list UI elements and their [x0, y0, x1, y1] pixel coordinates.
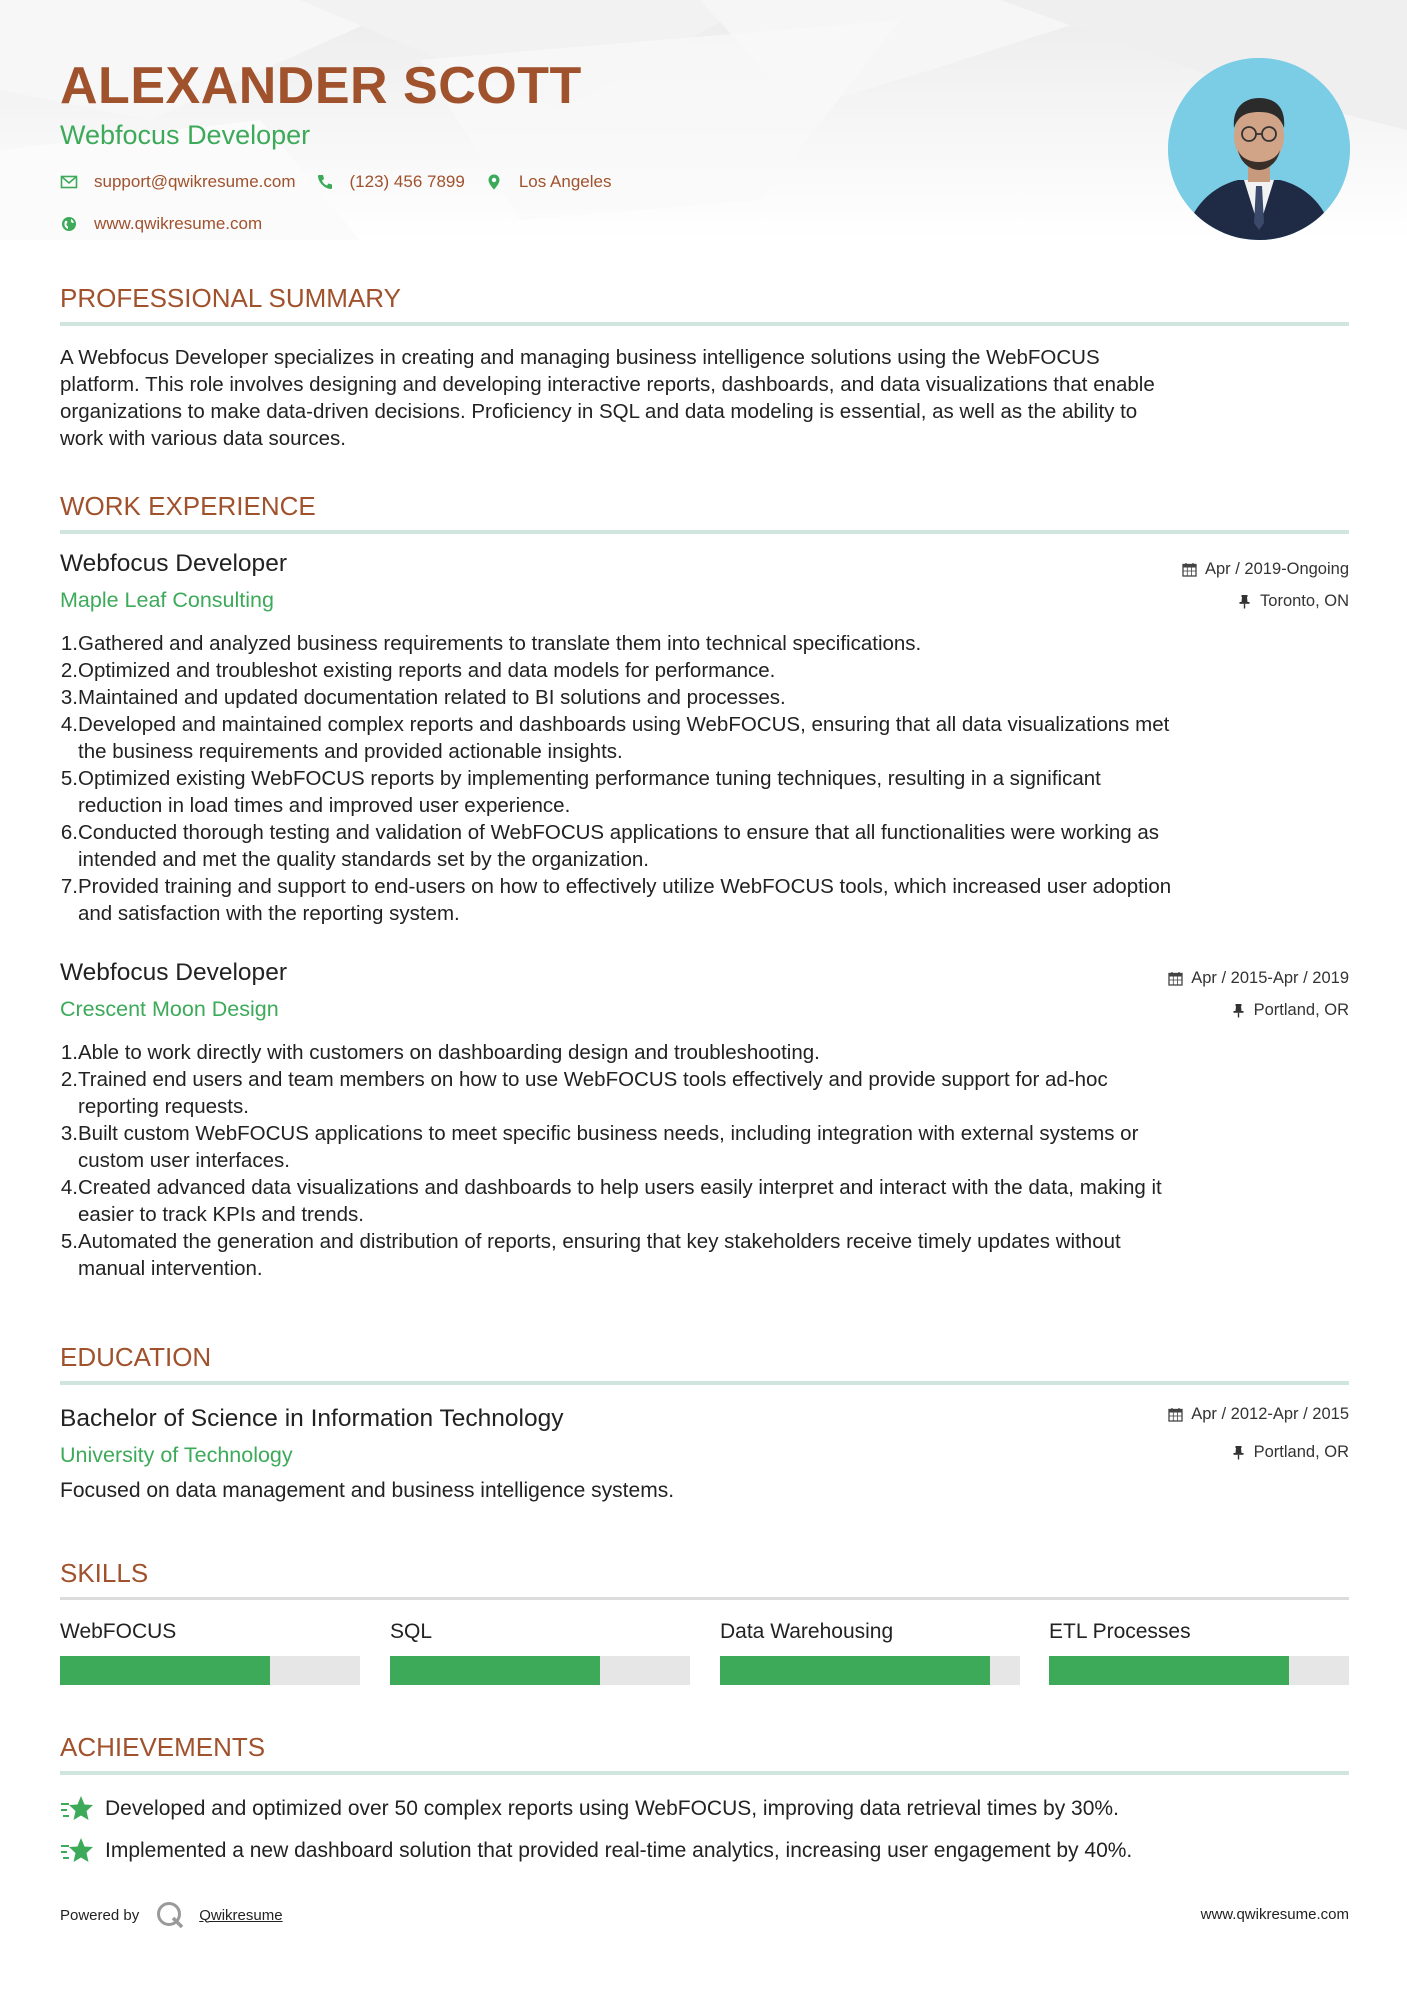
- skill-bar-fill: [720, 1656, 990, 1685]
- list-item: 4. Developed and maintained complex reports and dashboards using WebFOCUS, ensuring that all data visualizations met the business requirements and provided actionable insights.: [60, 713, 1170, 763]
- list-item: 3. Maintained and updated documentation related to BI solutions and processes.: [60, 686, 786, 709]
- skill-bar-fill: [60, 1656, 270, 1685]
- contact-website[interactable]: [60, 214, 262, 234]
- job-location: [1237, 592, 1349, 611]
- skill-name: ETL Processes: [1049, 1620, 1191, 1643]
- education-description: Focused on data management and business intelligence systems.: [60, 1479, 675, 1502]
- location-text: Los Angeles: [518, 172, 612, 191]
- contact-email[interactable]: [60, 172, 296, 192]
- summary-line: A Webfocus Developer specializes in creating and managing business intelligence solutions using the WebFOCUS: [60, 346, 1100, 369]
- job-location: [1231, 1001, 1349, 1020]
- website-text[interactable]: www.qwikresume.com: [94, 214, 263, 233]
- contact-location: [485, 172, 612, 192]
- education-location: [1231, 1443, 1349, 1462]
- email-text[interactable]: support@qwikresume.com: [94, 172, 296, 191]
- contact-row-2: [60, 214, 282, 234]
- job-company: Maple Leaf Consulting: [60, 588, 274, 612]
- calendar-icon: [1168, 1407, 1183, 1422]
- list-item: 1. Gathered and analyzed business requirements to translate them into technical specifications.: [60, 632, 922, 655]
- brand-link[interactable]: Qwikresume: [199, 1906, 283, 1924]
- globe-icon: [60, 215, 78, 233]
- map-pin-icon: [485, 173, 503, 191]
- calendar-icon: [1168, 971, 1183, 986]
- footer-website[interactable]: www.qwikresume.com: [1200, 1906, 1349, 1923]
- job-title: Webfocus Developer: [60, 550, 287, 577]
- phone-icon: [316, 173, 334, 191]
- envelope-icon: [60, 173, 78, 191]
- job-dates-text: Apr / 2019-Ongoing: [1204, 560, 1349, 578]
- list-item: 1. Able to work directly with customers on dashboarding design and troubleshooting.: [60, 1041, 820, 1064]
- skill-bar-fill: [390, 1656, 600, 1685]
- candidate-name: ALEXANDER SCOTT: [60, 57, 582, 115]
- achievements-divider: [60, 1771, 1349, 1775]
- job-title: Webfocus Developer: [60, 959, 287, 986]
- award-star-icon: [60, 1836, 94, 1866]
- achievement-text: Implemented a new dashboard solution that provided real-time analytics, increasing user engagement by 40%.: [105, 1839, 1133, 1862]
- education-dates: [1168, 1405, 1349, 1424]
- skill-name: Data Warehousing: [720, 1620, 894, 1643]
- education-degree: Bachelor of Science in Information Technology: [60, 1405, 564, 1432]
- list-item: 6. Conducted thorough testing and validation of WebFOCUS applications to ensure that all functionalities were working as intended and met the quality standards set by the organization.: [60, 821, 1160, 871]
- list-item: 3. Built custom WebFOCUS applications to meet specific business needs, including integration with external systems or custom user interfaces.: [60, 1122, 1139, 1172]
- job-company: Crescent Moon Design: [60, 997, 279, 1021]
- education-title: EDUCATION: [60, 1342, 212, 1372]
- achievement-item: [60, 1836, 1132, 1866]
- skill-name: WebFOCUS: [60, 1620, 177, 1643]
- experience-title: WORK EXPERIENCE: [60, 491, 316, 521]
- contact-phone[interactable]: [316, 172, 465, 192]
- candidate-role: Webfocus Developer: [60, 120, 311, 150]
- skill-name: SQL: [390, 1620, 433, 1643]
- experience-divider: [60, 530, 1349, 534]
- award-star-icon: [60, 1794, 94, 1824]
- summary-line: organizations to make data-driven decisions. Proficiency in SQL and data modeling is essential, as well as the ability to: [60, 400, 1138, 423]
- contact-row: [60, 172, 631, 192]
- skills-title: SKILLS: [60, 1558, 149, 1588]
- education-dates-text: Apr / 2012-Apr / 2015: [1191, 1405, 1349, 1423]
- list-item: 5. Automated the generation and distribution of reports, ensuring that key stakeholders receive timely updates without manual intervention.: [60, 1230, 1121, 1280]
- footer-powered-by: [60, 1900, 283, 1930]
- qwikresume-logo-icon: [155, 1900, 185, 1930]
- skill-bar-fill: [1049, 1656, 1289, 1685]
- job-bullets: [60, 630, 1349, 927]
- skill-bar: [390, 1656, 690, 1685]
- pushpin-icon: [1231, 1445, 1246, 1460]
- list-item: 7. Provided training and support to end-users on how to effectively utilize WebFOCUS tools, which increased user adoption and satisfaction with the reporting system.: [60, 875, 1172, 925]
- education-location-text: Portland, OR: [1253, 1443, 1349, 1461]
- list-item: 2. Optimized and troubleshot existing reports and data models for performance.: [60, 659, 776, 682]
- job-dates: [1182, 560, 1349, 579]
- achievements-title: ACHIEVEMENTS: [60, 1732, 266, 1762]
- skills-divider: [60, 1597, 1349, 1600]
- job-dates-text: Apr / 2015-Apr / 2019: [1191, 969, 1349, 987]
- skill-bar: [720, 1656, 1020, 1685]
- calendar-icon: [1182, 562, 1197, 577]
- summary-text: [60, 344, 1349, 452]
- education-school: University of Technology: [60, 1443, 293, 1467]
- list-item: 2. Trained end users and team members on how to use WebFOCUS tools effectively and provide support for ad-hoc reporting requests.: [60, 1068, 1108, 1118]
- summary-line: platform. This role involves designing and developing interactive reports, dashboards, and data visualizations that enable: [60, 373, 1155, 396]
- pushpin-icon: [1231, 1003, 1246, 1018]
- job-location-text: Portland, OR: [1253, 1001, 1349, 1019]
- achievement-item: [60, 1794, 1119, 1824]
- summary-title: PROFESSIONAL SUMMARY: [60, 283, 401, 313]
- phone-text[interactable]: (123) 456 7899: [349, 172, 465, 191]
- skill-bar: [1049, 1656, 1349, 1685]
- job-bullets: [60, 1039, 1349, 1282]
- education-divider: [60, 1381, 1349, 1385]
- pushpin-icon: [1237, 594, 1252, 609]
- summary-line: work with various data sources.: [60, 427, 346, 450]
- powered-by-label: Powered by: [60, 1906, 140, 1924]
- list-item: 5. Optimized existing WebFOCUS reports by implementing performance tuning techniques, resulting in a significant reduction in load times and improved user experience.: [60, 767, 1101, 817]
- job-location-text: Toronto, ON: [1260, 592, 1349, 610]
- skill-bar: [60, 1656, 360, 1685]
- job-dates: [1168, 969, 1349, 988]
- list-item: 4. Created advanced data visualizations and dashboards to help users easily interpret and interact with the data, making it easier to track KPIs and trends.: [60, 1176, 1162, 1226]
- summary-divider: [60, 322, 1349, 326]
- profile-photo: [1168, 58, 1350, 240]
- achievement-text: Developed and optimized over 50 complex reports using WebFOCUS, improving data retrieval times by 30%.: [105, 1797, 1119, 1820]
